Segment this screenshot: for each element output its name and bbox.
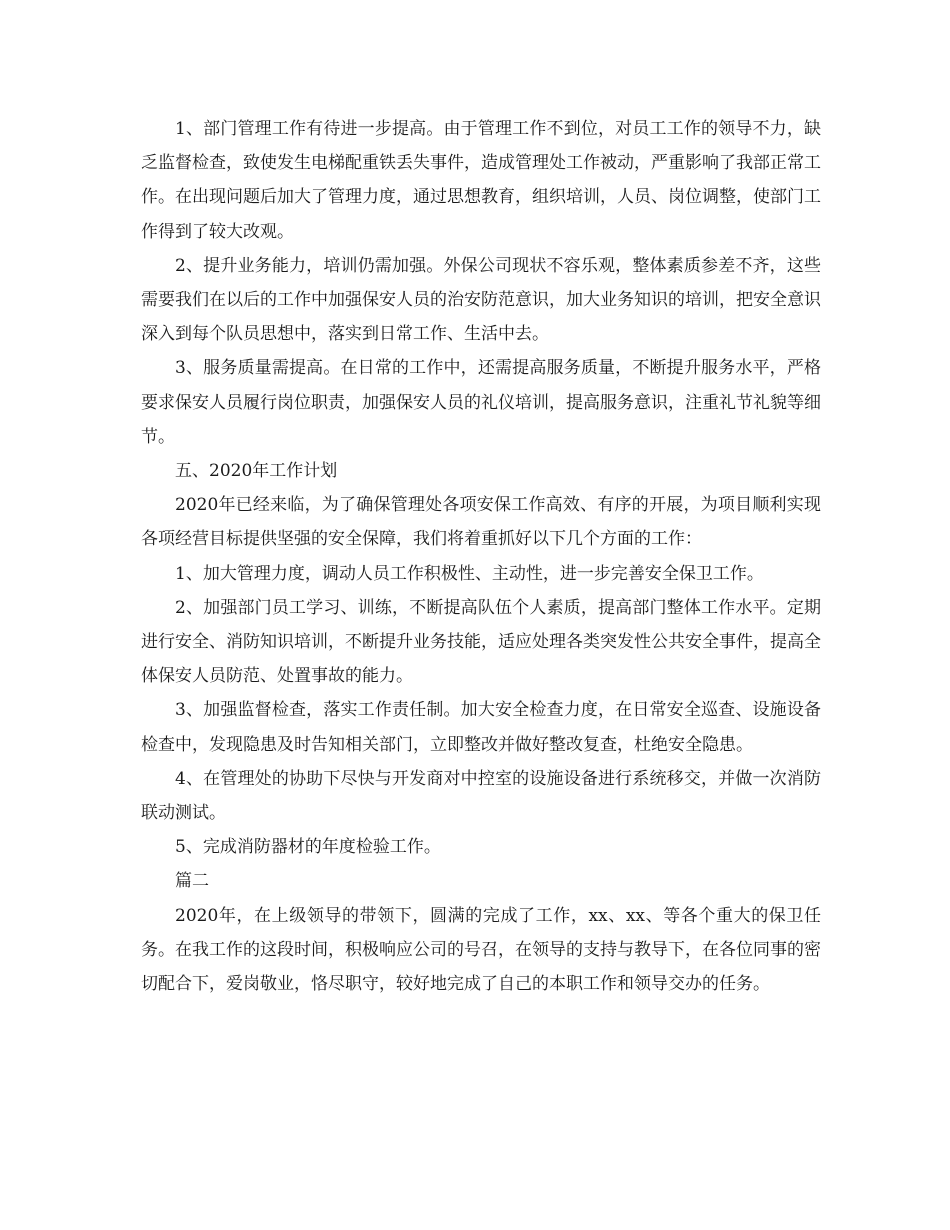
document-body — [141, 112, 821, 1001]
paragraph-plan-item-1: 1、加大管理力度，调动人员工作积极性、主动性，进一步完善安全保卫工作。 — [175, 563, 764, 584]
paragraph-service-quality: 3、服务质量需提高。在日常的工作中，还需提高服务质量，不断提升服务水平，严格要求保安人员履行岗位职责，加强保安人员的礼仪培训，提高服务意识，注重礼节礼貌等细节。 — [141, 358, 821, 447]
paragraph-part-two-body: 2020年，在上级领导的带领下，圆满的完成了工作，xx、xx、等各个重大的保卫任务。在我工作的这段时间，积极响应公司的号召，在领导的支持与教导下，在各位同事的密切配合下，爱岗敬业，恪尽职守，较好地完成了自己的本职工作和领导交办的任务。 — [141, 905, 821, 995]
section-heading-work-plan: 五、2020年工作计划 — [175, 461, 338, 482]
paragraph-plan-intro: 2020年已经来临，为了确保管理处各项安保工作高效、有序的开展，为项目顺利实现各项经营目标提供坚强的安全保障，我们将着重抓好以下几个方面的工作： — [141, 495, 821, 550]
paragraph-business-ability: 2、提升业务能力，培训仍需加强。外保公司现状不容乐观，整体素质参差不齐，这些需要我们在以后的工作中加强保安人员的治安防范意识，加大业务知识的培训，把安全意识深入到每个队员思想中，落实到日常工作、生活中去。 — [141, 255, 821, 345]
paragraph-dept-management: 1、部门管理工作有待进一步提高。由于管理工作不到位，对员工工作的领导不力，缺乏监督检查，致使发生电梯配重铁丢失事件，造成管理处工作被动，严重影响了我部正常工作。在出现问题后加大了管理力度，通过思想教育，组织培训，人员、岗位调整，使部门工作得到了较大改观。 — [141, 119, 821, 242]
paragraph-plan-item-4: 4、在管理处的协助下尽快与开发商对中控室的设施设备进行系统移交，并做一次消防联动测试。 — [141, 768, 821, 824]
paragraph-plan-item-2: 2、加强部门员工学习、训练，不断提高队伍个人素质，提高部门整体工作水平。定期进行安全、消防知识培训，不断提升业务技能，适应处理各类突发性公共安全事件，提高全体保安人员防范、处置事故的能力。 — [141, 597, 821, 687]
section-heading-part-two: 篇二 — [175, 871, 209, 892]
paragraph-plan-item-3: 3、加强监督检查，落实工作责任制。加大安全检查力度，在日常安全巡查、设施设备检查中，发现隐患及时告知相关部门，立即整改并做好整改复查，杜绝安全隐患。 — [141, 700, 821, 755]
paragraph-plan-item-5: 5、完成消防器材的年度检验工作。 — [175, 837, 441, 858]
